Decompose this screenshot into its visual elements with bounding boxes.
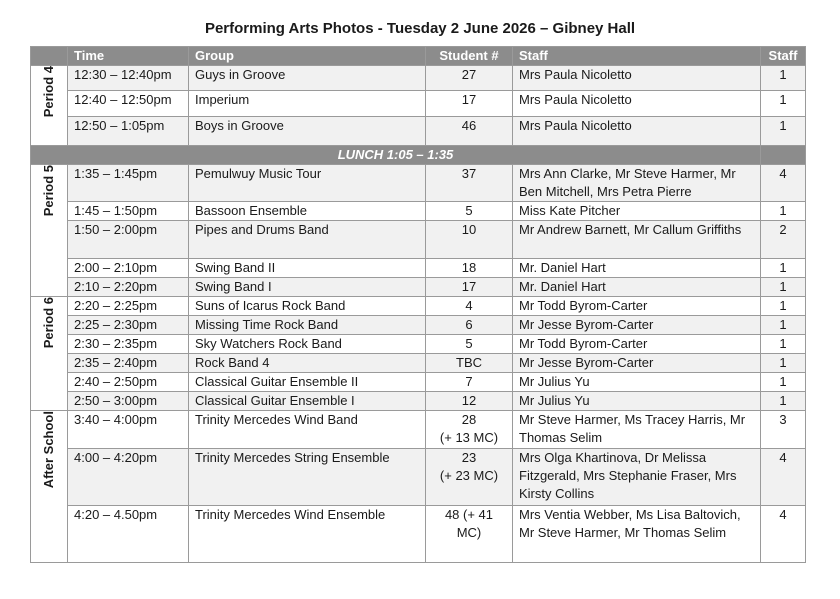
time-cell: 12:40 – 12:50pm <box>68 91 189 117</box>
period-cell <box>31 165 68 297</box>
students-extra: MC) <box>456 525 482 540</box>
staff-count-cell: 1 <box>761 373 806 392</box>
students-cell: 12 <box>426 392 513 411</box>
time-cell: 2:35 – 2:40pm <box>68 354 189 373</box>
lunch-label: LUNCH 1:05 – 1:35 <box>31 146 761 165</box>
time-cell: 2:20 – 2:25pm <box>68 297 189 316</box>
group-cell: Swing Band I <box>189 278 426 297</box>
group-cell: Swing Band II <box>189 259 426 278</box>
group-cell: Trinity Mercedes Wind Band <box>189 411 426 449</box>
students-cell: 5 <box>426 202 513 221</box>
table-row <box>31 354 806 373</box>
students-cell <box>426 449 513 506</box>
time-cell: 2:10 – 2:20pm <box>68 278 189 297</box>
table-row <box>31 316 806 335</box>
period-label: Period 5 <box>41 165 56 217</box>
staff-cell: Mr. Daniel Hart <box>513 259 761 278</box>
table-row <box>31 202 806 221</box>
staff-count-cell: 1 <box>761 335 806 354</box>
staff-count-cell: 3 <box>761 411 806 449</box>
staff-count-cell: 4 <box>761 165 806 202</box>
group-cell: Boys in Groove <box>189 117 426 146</box>
time-cell: 12:50 – 1:05pm <box>68 117 189 146</box>
students-cell: TBC <box>426 354 513 373</box>
group-cell: Rock Band 4 <box>189 354 426 373</box>
staff-cell: Mr Jesse Byrom-Carter <box>513 354 761 373</box>
schedule-table <box>30 46 806 563</box>
table-row <box>31 278 806 297</box>
staff-cell: Miss Kate Pitcher <box>513 202 761 221</box>
time-cell: 2:00 – 2:10pm <box>68 259 189 278</box>
page-title: Performing Arts Photos - Tuesday 2 June 2026 – Gibney Hall <box>204 20 636 37</box>
period-label: Period 4 <box>41 66 56 118</box>
header-students: Student # <box>426 47 513 66</box>
time-cell: 1:45 – 1:50pm <box>68 202 189 221</box>
time-cell: 1:50 – 2:00pm <box>68 221 189 259</box>
group-cell: Trinity Mercedes Wind Ensemble <box>189 506 426 563</box>
period-label: After School <box>41 411 56 489</box>
students-cell: 10 <box>426 221 513 259</box>
table-row <box>31 165 806 202</box>
staff-count-cell: 1 <box>761 297 806 316</box>
group-cell: Imperium <box>189 91 426 117</box>
header-time: Time <box>68 47 189 66</box>
staff-count-cell: 1 <box>761 354 806 373</box>
header-period <box>31 47 68 66</box>
staff-cell: Mrs Ventia Webber, Ms Lisa Baltovich, Mr Steve Harmer, Mr Thomas Selim <box>513 506 761 563</box>
staff-cell: Mr Julius Yu <box>513 373 761 392</box>
students-cell: 37 <box>426 165 513 202</box>
students-cell: 46 <box>426 117 513 146</box>
students-cell: 5 <box>426 335 513 354</box>
staff-count-cell: 1 <box>761 392 806 411</box>
table-row <box>31 66 806 91</box>
students-extra: (+ 23 MC) <box>439 468 499 483</box>
staff-cell: Mr Steve Harmer, Ms Tracey Harris, Mr Thomas Selim <box>513 411 761 449</box>
students-cell: 7 <box>426 373 513 392</box>
time-cell: 4:00 – 4:20pm <box>68 449 189 506</box>
table-row <box>31 392 806 411</box>
period-cell <box>31 66 68 146</box>
staff-cell: Mr Todd Byrom-Carter <box>513 297 761 316</box>
table-row <box>31 221 806 259</box>
students-cell: 6 <box>426 316 513 335</box>
table-row <box>31 373 806 392</box>
time-cell: 12:30 – 12:40pm <box>68 66 189 91</box>
group-cell: Classical Guitar Ensemble II <box>189 373 426 392</box>
header-row <box>31 47 806 66</box>
staff-count-cell: 1 <box>761 202 806 221</box>
lunch-blank-cell <box>761 146 806 165</box>
header-group: Group <box>189 47 426 66</box>
students-value: 28 <box>461 412 477 427</box>
staff-cell: Mr Andrew Barnett, Mr Callum Griffiths <box>513 221 761 259</box>
group-cell: Missing Time Rock Band <box>189 316 426 335</box>
time-cell: 3:40 – 4:00pm <box>68 411 189 449</box>
table-row <box>31 91 806 117</box>
header-staff-count: Staff <box>761 47 806 66</box>
table-row <box>31 297 806 316</box>
time-cell: 2:30 – 2:35pm <box>68 335 189 354</box>
group-cell: Classical Guitar Ensemble I <box>189 392 426 411</box>
staff-cell: Mr Julius Yu <box>513 392 761 411</box>
group-cell: Trinity Mercedes String Ensemble <box>189 449 426 506</box>
table-row <box>31 449 806 506</box>
students-cell <box>426 411 513 449</box>
staff-count-cell: 2 <box>761 221 806 259</box>
time-cell: 1:35 – 1:45pm <box>68 165 189 202</box>
staff-cell: Mrs Paula Nicoletto <box>513 66 761 91</box>
students-cell <box>426 506 513 563</box>
table-row <box>31 411 806 449</box>
students-value: 48 (+ 41 <box>444 507 494 522</box>
group-cell: Guys in Groove <box>189 66 426 91</box>
lunch-row <box>31 146 806 165</box>
group-cell: Pipes and Drums Band <box>189 221 426 259</box>
group-cell: Sky Watchers Rock Band <box>189 335 426 354</box>
staff-cell: Mrs Ann Clarke, Mr Steve Harmer, Mr Ben Mitchell, Mrs Petra Pierre <box>513 165 761 202</box>
students-cell: 18 <box>426 259 513 278</box>
staff-count-cell: 1 <box>761 91 806 117</box>
staff-cell: Mr Todd Byrom-Carter <box>513 335 761 354</box>
staff-count-cell: 1 <box>761 117 806 146</box>
students-extra: (+ 13 MC) <box>439 430 499 445</box>
staff-cell: Mrs Olga Khartinova, Dr Melissa Fitzgerald, Mrs Stephanie Fraser, Mrs Kirsty Collins <box>513 449 761 506</box>
table-row <box>31 117 806 146</box>
students-value: 23 <box>461 450 477 465</box>
staff-count-cell: 4 <box>761 449 806 506</box>
period-cell <box>31 411 68 563</box>
table-row <box>31 259 806 278</box>
group-cell: Bassoon Ensemble <box>189 202 426 221</box>
period-label: Period 6 <box>41 297 56 349</box>
students-cell: 4 <box>426 297 513 316</box>
staff-cell: Mr. Daniel Hart <box>513 278 761 297</box>
staff-count-cell: 4 <box>761 506 806 563</box>
header-staff: Staff <box>513 47 761 66</box>
time-cell: 4:20 – 4.50pm <box>68 506 189 563</box>
students-cell: 17 <box>426 91 513 117</box>
staff-cell: Mrs Paula Nicoletto <box>513 91 761 117</box>
students-cell: 17 <box>426 278 513 297</box>
staff-cell: Mrs Paula Nicoletto <box>513 117 761 146</box>
staff-count-cell: 1 <box>761 278 806 297</box>
time-cell: 2:50 – 3:00pm <box>68 392 189 411</box>
time-cell: 2:40 – 2:50pm <box>68 373 189 392</box>
time-cell: 2:25 – 2:30pm <box>68 316 189 335</box>
table-row <box>31 335 806 354</box>
table-row <box>31 506 806 563</box>
staff-cell: Mr Jesse Byrom-Carter <box>513 316 761 335</box>
period-cell <box>31 297 68 411</box>
group-cell: Suns of Icarus Rock Band <box>189 297 426 316</box>
staff-count-cell: 1 <box>761 316 806 335</box>
students-cell: 27 <box>426 66 513 91</box>
staff-count-cell: 1 <box>761 259 806 278</box>
staff-count-cell: 1 <box>761 66 806 91</box>
group-cell: Pemulwuy Music Tour <box>189 165 426 202</box>
